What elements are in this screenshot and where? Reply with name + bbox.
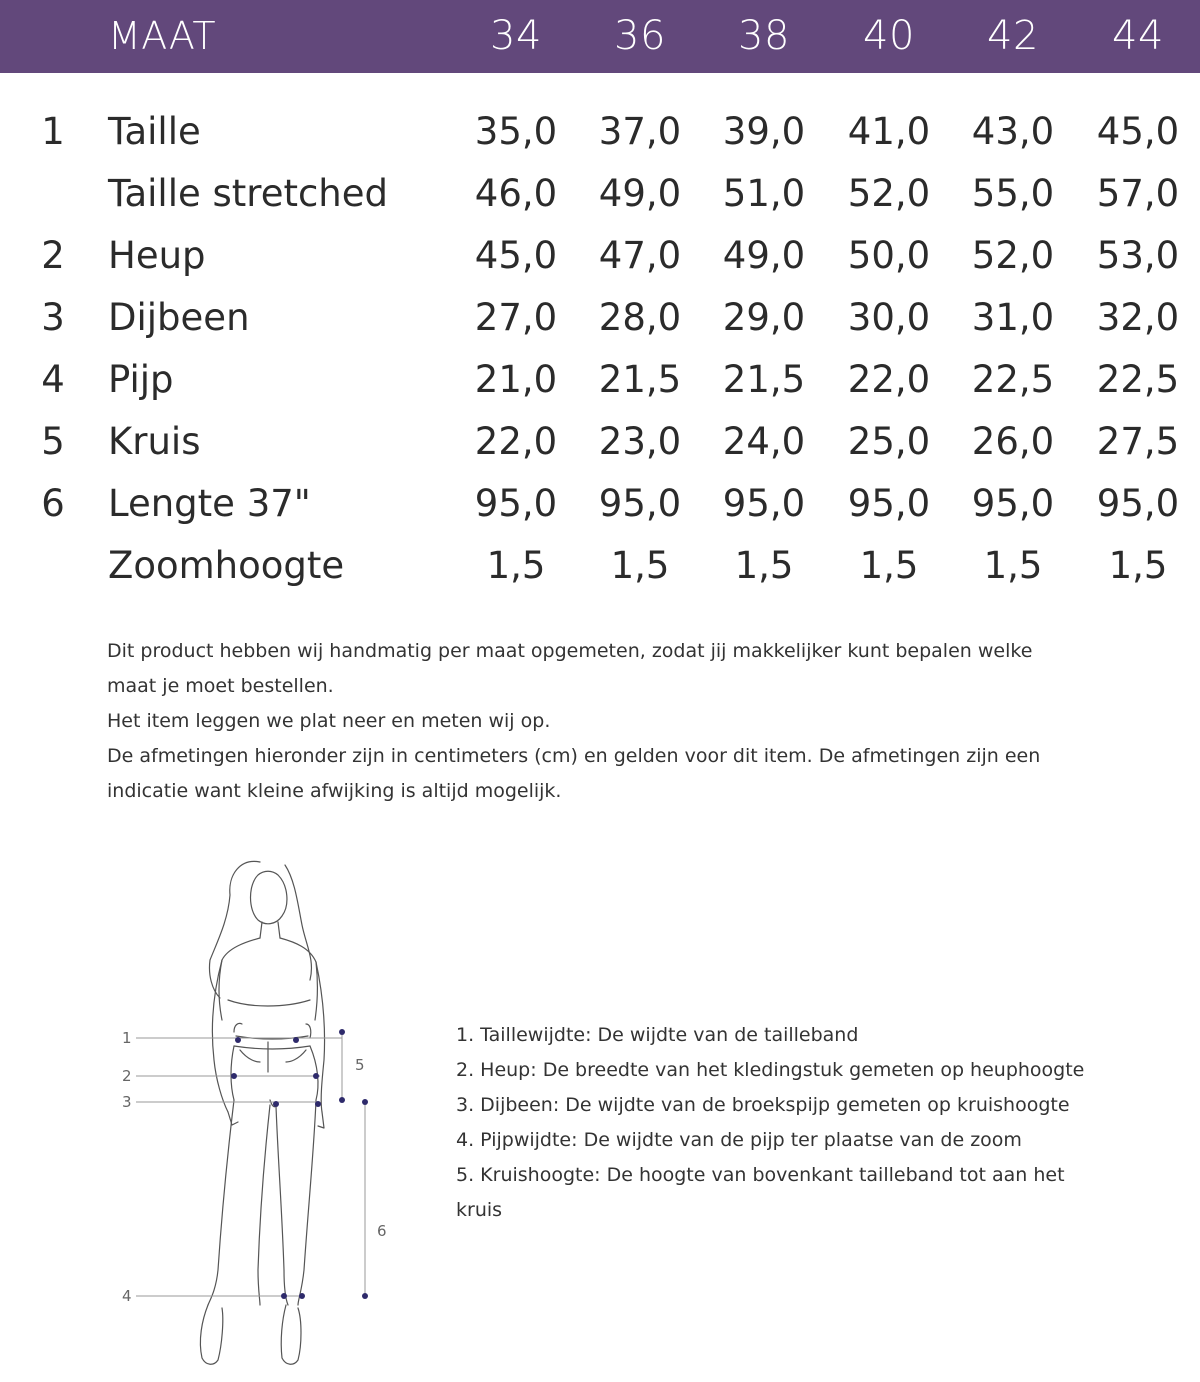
figure-label-6: 6 — [377, 1222, 387, 1240]
table-row-pijp — [0, 349, 1200, 411]
row-value: 22,0 — [847, 358, 931, 401]
row-value: 53,0 — [1096, 234, 1180, 277]
row-value: 52,0 — [971, 234, 1055, 277]
row-value: 45,0 — [1096, 110, 1180, 153]
row-value: 37,0 — [598, 110, 682, 153]
description-paragraph: Het item leggen we plat neer en meten wij op. — [107, 710, 551, 732]
row-name: Pijp — [108, 358, 174, 401]
row-value: 1,5 — [734, 544, 794, 587]
row-value: 51,0 — [722, 172, 806, 215]
row-name: Kruis — [108, 420, 201, 463]
row-number: 4 — [41, 358, 65, 401]
table-row-kruis — [0, 411, 1200, 473]
row-value: 47,0 — [598, 234, 682, 277]
measurement-legend — [456, 1018, 1096, 1228]
row-value: 95,0 — [1096, 482, 1180, 525]
measurement-marker-dots — [231, 1029, 368, 1299]
size-header-36: 36 — [614, 13, 666, 59]
row-value: 22,5 — [1096, 358, 1180, 401]
table-row-taille-stretched — [0, 163, 1200, 225]
row-value: 32,0 — [1096, 296, 1180, 339]
row-value: 21,5 — [722, 358, 806, 401]
row-value: 1,5 — [486, 544, 546, 587]
row-value: 35,0 — [474, 110, 558, 153]
size-header-44: 44 — [1112, 13, 1164, 59]
figure-label-5: 5 — [355, 1056, 365, 1074]
row-name: Taille stretched — [108, 172, 389, 215]
row-value: 29,0 — [722, 296, 806, 339]
row-value: 95,0 — [971, 482, 1055, 525]
row-number — [40, 535, 66, 597]
legend-item: 3. Dijbeen: De wijdte van de broekspijp gemeten op kruishoogte — [456, 1094, 1070, 1116]
row-value: 95,0 — [598, 482, 682, 525]
table-row-taille — [0, 101, 1200, 163]
table-row-zoomhoogte — [0, 535, 1200, 597]
row-name: Heup — [108, 234, 206, 277]
row-value: 24,0 — [722, 420, 806, 463]
row-value: 22,5 — [971, 358, 1055, 401]
row-name: Dijbeen — [108, 296, 250, 339]
row-value: 28,0 — [598, 296, 682, 339]
row-name: Taille — [108, 110, 201, 153]
row-number: 1 — [41, 110, 65, 153]
row-value: 23,0 — [598, 420, 682, 463]
row-value: 49,0 — [722, 234, 806, 277]
legend-item: 5. Kruishoogte: De hoogte van bovenkant tailleband tot aan het kruis — [456, 1164, 1065, 1221]
row-name: Lengte 37" — [108, 482, 311, 525]
size-header-bar — [0, 0, 1200, 73]
figure-label-2: 2 — [122, 1067, 132, 1085]
figure-label-1: 1 — [122, 1029, 132, 1047]
row-value: 30,0 — [847, 296, 931, 339]
figure-labels — [122, 1029, 387, 1305]
description-paragraph: De afmetingen hieronder zijn in centimeters (cm) en gelden voor dit item. De afmetingen zijn een indicatie want kleine afwijking is altijd mogelijk. — [107, 745, 1041, 802]
row-value: 49,0 — [598, 172, 682, 215]
legend-item: 2. Heup: De breedte van het kledingstuk gemeten op heuphoogte — [456, 1059, 1085, 1081]
row-value: 22,0 — [474, 420, 558, 463]
row-value: 27,0 — [474, 296, 558, 339]
row-value: 46,0 — [474, 172, 558, 215]
size-header-42: 42 — [987, 13, 1039, 59]
row-value: 39,0 — [722, 110, 806, 153]
row-value: 52,0 — [847, 172, 931, 215]
row-number — [40, 163, 66, 225]
row-value: 43,0 — [971, 110, 1055, 153]
figure-label-4: 4 — [122, 1287, 132, 1305]
table-row-dijbeen — [0, 287, 1200, 349]
row-value: 21,0 — [474, 358, 558, 401]
row-value: 31,0 — [971, 296, 1055, 339]
row-value: 26,0 — [971, 420, 1055, 463]
table-row-heup — [0, 225, 1200, 287]
row-value: 1,5 — [1108, 544, 1168, 587]
row-value: 45,0 — [474, 234, 558, 277]
description-paragraph: Dit product hebben wij handmatig per maat opgemeten, zodat jij makkelijker kunt bepalen welke maat je moet bestellen. — [107, 640, 1033, 697]
size-header-38: 38 — [738, 13, 790, 59]
size-header-label: MAAT — [108, 14, 217, 58]
row-value: 95,0 — [474, 482, 558, 525]
row-value: 57,0 — [1096, 172, 1180, 215]
row-name: Zoomhoogte — [108, 544, 345, 587]
row-value: 50,0 — [847, 234, 931, 277]
size-header-34: 34 — [490, 13, 542, 59]
row-value: 21,5 — [598, 358, 682, 401]
row-value: 1,5 — [859, 544, 919, 587]
row-number: 3 — [41, 296, 65, 339]
row-number: 5 — [41, 420, 65, 463]
row-value: 1,5 — [983, 544, 1043, 587]
size-header-40: 40 — [863, 13, 915, 59]
row-value: 55,0 — [971, 172, 1055, 215]
row-number: 2 — [41, 234, 65, 277]
measurement-figure-illustration — [110, 850, 420, 1380]
row-value: 95,0 — [847, 482, 931, 525]
table-row-lengte — [0, 473, 1200, 535]
measurement-description — [107, 634, 1087, 809]
row-value: 1,5 — [610, 544, 670, 587]
figure-svg — [110, 850, 420, 1380]
figure-label-3: 3 — [122, 1093, 132, 1111]
row-value: 25,0 — [847, 420, 931, 463]
row-number: 6 — [41, 482, 65, 525]
woman-outline-drawing — [200, 861, 324, 1364]
row-value: 95,0 — [722, 482, 806, 525]
legend-item: 1. Taillewijdte: De wijdte van de tailleband — [456, 1024, 859, 1046]
measurement-guide-lines — [136, 1032, 365, 1296]
row-value: 27,5 — [1096, 420, 1180, 463]
row-value: 41,0 — [847, 110, 931, 153]
legend-item: 4. Pijpwijdte: De wijdte van de pijp ter plaatse van de zoom — [456, 1129, 1022, 1151]
